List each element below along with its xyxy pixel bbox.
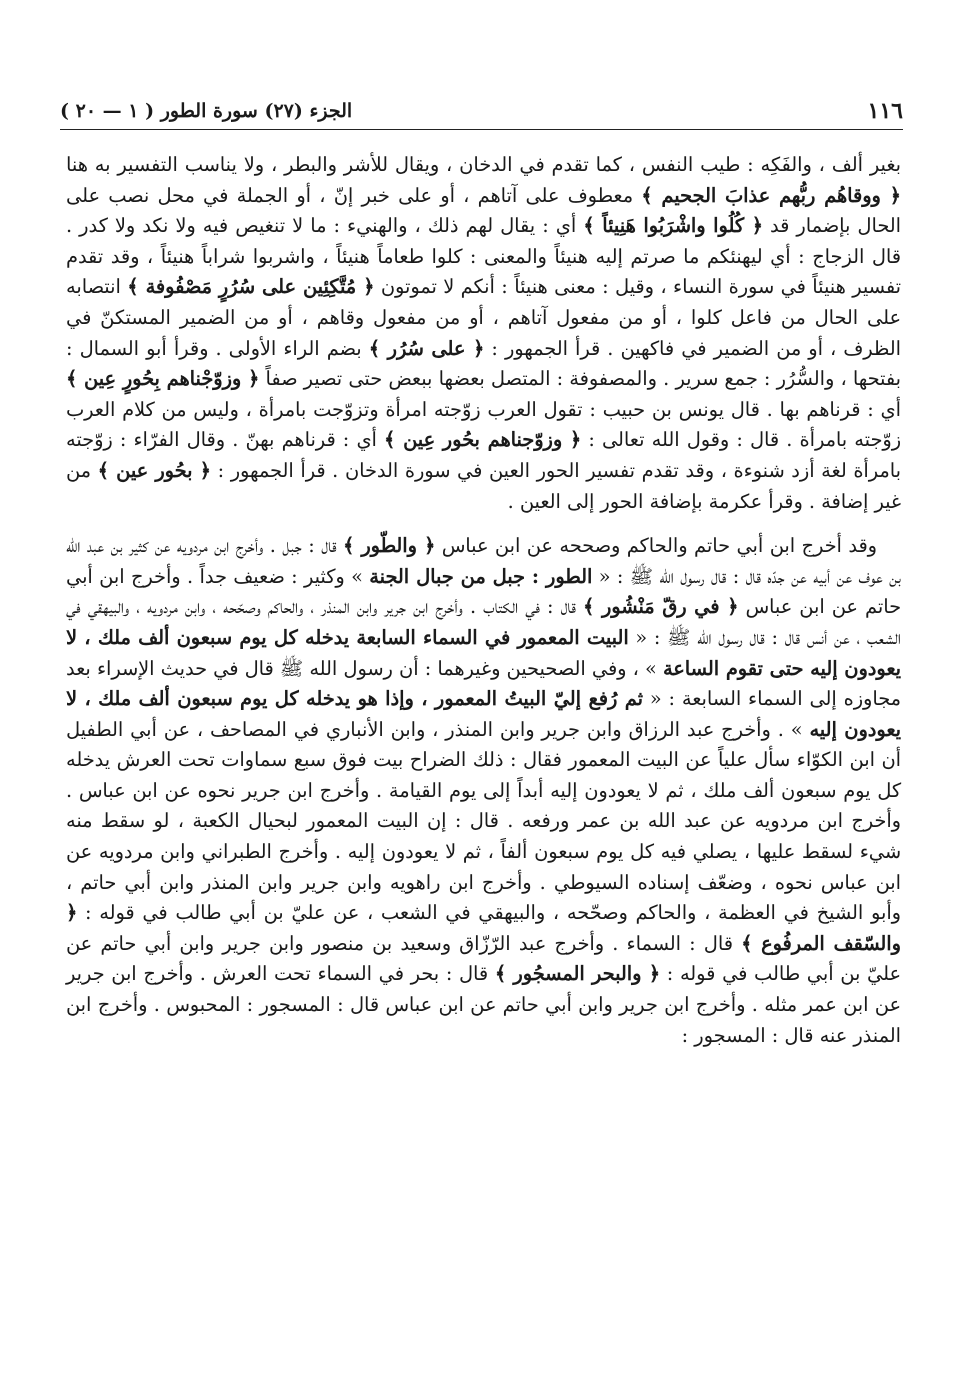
text-segment: أي : قرناهم بها . قال يونس بن حبيب : تقول العرب زوّجته امرأة وتزوّجت بامرأة ، وليس من كلام العرب زوّجته بامرأة . قال : وقول الله تعالى : [66, 397, 901, 452]
page-number: ١١٦ [867, 98, 903, 124]
bold-text-segment: البيت المعمور في السماء السابعة يدخله كل يوم سبعون ألف ملك ، لا يعودون إليه حتى تقوم الساعة [66, 625, 901, 680]
text-segment: من غير إضافة . وقرأ عكرمة بإضافة الحور إلى العين . [66, 458, 901, 513]
bold-text-segment: ﴿ وزوّجناهم بحُور عِين ﴾ [384, 428, 582, 452]
text-segment: بضم الراء الأولى . وقرأ أبو السمال : بفتحها ، والسُّرُر : جمع سرير . والمصفوفة : المتصل بعضها ببعض حتى تصير صفاً [66, 336, 901, 391]
bold-text-segment: ﴿ والسّقف المرفُوع ﴾ [66, 901, 901, 955]
text-segment: معطوف على آتاهم ، أو على خبر إنّ ، أو الجملة في محل نصب على الحال بإضمار قد [66, 183, 901, 238]
text-segment: » . وأخرج عبد الرزاق وابن جرير وابن المنذر ، وابن الأنباري في المصاحف ، عن أبي الطفيل أن ابن الكوّاء سأل علياً عن البيت المعمور فقال : ذلك الضراح بيت فوق سبع سماوات تحت العرش يدخله كل يوم سبعون ألف ملك ، ثم لا يعودون إليه أبداً إلى يوم القيامة . وأخرج ابن جرير نحوه عن ابن عباس . وأخرج ابن مردويه عن عبد الله بن عمر ورفعه . قال : إن البيت المعمور لبحيال الكعبة ، لو سقط منه شيء لسقط عليها ، يصلي فيه كل يوم سبعون ألفاً ، ثم لا يعودون إليه . وأخرج الطبراني وابن مردويه عن ابن عباس نحوه ، وضعّف إسناده السيوطي . وأخرج ابن راهويه وابن جرير وابن المنذر وابن أبي حاتم ، وأبو الشيخ في العظمة ، والحاكم وصحّحه ، والبيهقي في الشعب ، عن عليّ بن أبي طالب في قوله : [66, 717, 901, 925]
bold-text-segment: الطور : جبل من جبال الجنة [369, 564, 593, 588]
bold-text-segment: ثم رُفع إليّ البيتُ المعمور ، وإذا هو يدخله كل يوم سبعون ألف ملك ، لا يعودون إليه [66, 687, 901, 741]
text-segment: انتصابه على الحال من فاعل كلوا ، أو من مفعول آتاهم ، أو من مفعول وقاهم ، أو من الضمير المستكنّ في الظرف ، أو من الضمير في فاكهين . قرأ الجمهور : [66, 275, 901, 360]
bold-text-segment: ﴿ بحُور عين ﴾ [97, 458, 211, 482]
text-segment: قال : بحر في السماء تحت العرش . وأخرج ابن جرير عن ابن عمر مثله . وأخرج ابن جرير وابن أبي حاتم عن ابن عباس قال : المسجور : المحبوس . وأخرج ابن المنذر عنه قال : المسجور : [66, 962, 901, 1047]
body-text [66, 150, 901, 1051]
text-segment: » وكثير : ضعيف جداً . وأخرج ابن أبي حاتم عن ابن عباس [66, 564, 901, 619]
text-segment: قال : في الكتاب . وأخرج ابن جرير وابن المنذر ، والحاكم وصحّحه ، وابن مردويه ، والبيهقي في الشعب ، عن أنس قال : قال رسول الله ﷺ : « [66, 595, 901, 649]
text-segment: وقد أخرج ابن أبي حاتم والحاكم وصححه عن ابن عباس [435, 534, 877, 558]
text-segment: قال : جبل . وأخرج ابن مردويه عن كثير بن عبد الله بن عوف عن أبيه عن جدّه قال : قال رسول الله ﷺ : « [66, 534, 901, 588]
text-segment: أي : قرناهم بهنّ . وقال الفرّاء : زوّجته بامرأة لغة أزد شنوءة ، وقد تقدم تفسير الحور العين في سورة الدخان . قرأ الجمهور : [66, 428, 901, 482]
bold-text-segment: ﴿ كُلُوا واشْرَبُوا هَنِيئاً ﴾ [583, 214, 763, 238]
paragraph [66, 150, 901, 517]
bold-text-segment: ﴿ مُتَّكِئِين على سُرُرٍ مَصْفُوفة ﴾ [127, 275, 375, 299]
bold-text-segment: ﴿ في رقّ مَنْشُور ﴾ [583, 595, 739, 619]
running-title: الجزء (٢٧) سورة الطور ( ١ — ٢٠ ) [60, 100, 353, 122]
text-segment: أي : يقال لهم ذلك ، والهنيء : ما لا تنغيص فيه ولا نكد ولا كدر . قال الزجاج : أي ليهنئكم ما صرتم إليه هنيئاً والمعنى : كلوا طعاماً هنيئاً ، واشربوا شراباً هنيئاً ، وقد تقدم تفسير هنيئاً في سورة النساء ، وقيل : معنى هنيئاً : أنكم لا تموتون [66, 214, 901, 299]
bold-text-segment: ﴿ ووقاهُم ربُّهم عذابَ الجحيم ﴾ [641, 183, 901, 207]
bold-text-segment: ﴿ والطّور ﴾ [343, 534, 436, 558]
bold-text-segment: ﴿ وزوّجْناهم بِحُورٍ عِين ﴾ [66, 367, 260, 391]
text-segment: بغير ألف ، والفَكِه : طيب النفس ، كما تقدم في الدخان ، ويقال للأشر والبطر ، ولا يناسب التفسير به هنا [66, 153, 901, 176]
paragraph [66, 531, 901, 1051]
bold-text-segment: ﴿ على سُرُر ﴾ [368, 336, 485, 360]
page-header [60, 96, 903, 130]
text-segment: » ، وفي الصحيحين وغيرهما : أن رسول الله ﷺ قال في حديث الإسراء بعد مجاوزه إلى السماء السابعة : « [66, 656, 901, 711]
bold-text-segment: ﴿ والبحر المسجُور ﴾ [494, 962, 661, 986]
text-segment: قال : السماء . وأخرج عبد الرّزّاق وسعيد بن منصور وابن جرير وابن أبي حاتم عن عليّ بن أبي طالب في قوله : [66, 931, 902, 986]
